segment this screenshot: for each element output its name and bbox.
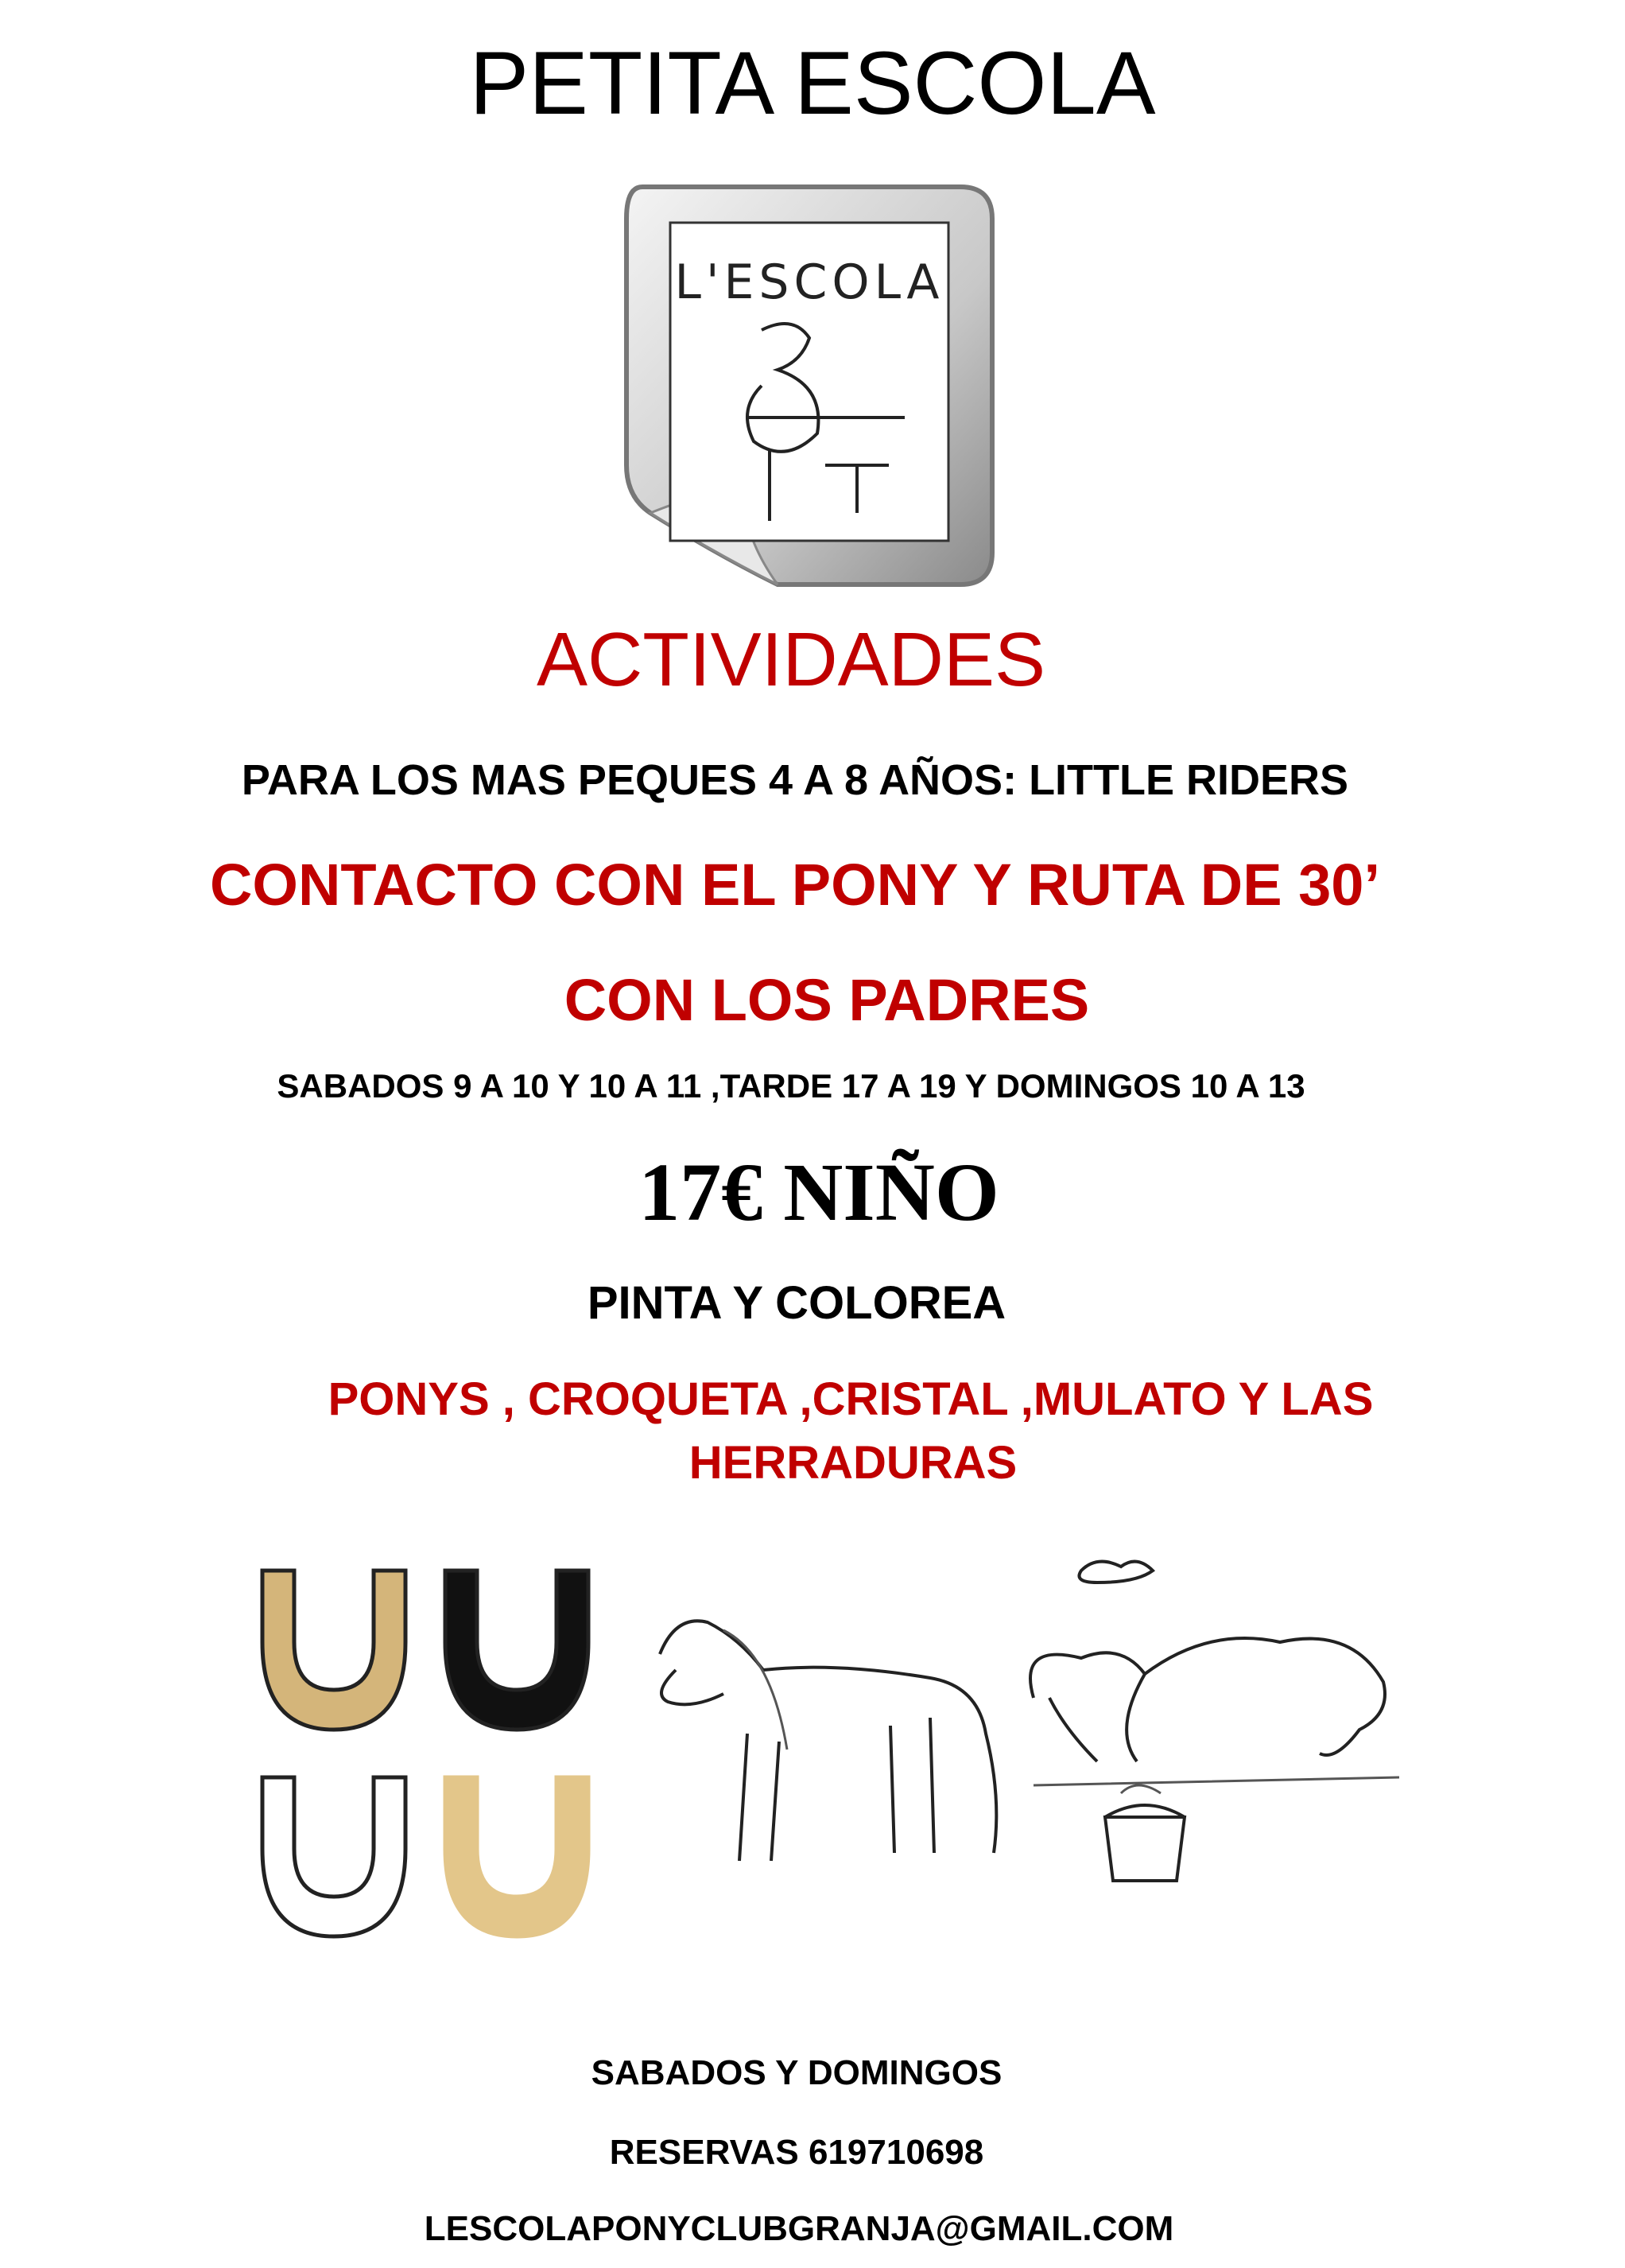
coloring-title: PINTA Y COLOREA: [587, 1277, 1006, 1329]
pony-contact-line: CONTACTO CON EL PONY Y RUTA DE 30’: [209, 852, 1381, 918]
horseshoes-illustration: [239, 1555, 604, 1968]
footer-email: LESCOLAPONYCLUBGRANJA@GMAIL.COM: [424, 2209, 1174, 2248]
age-subtitle: PARA LOS MAS PEQUES 4 A 8 AÑOS: LITTLE RIDERS: [241, 756, 1349, 804]
horseshoe-icon: [445, 1777, 588, 1936]
price-label: 17€ NIÑO: [638, 1147, 999, 1238]
coloring-line-2: HERRADURAS: [688, 1437, 1018, 1489]
schedule-line: SABADOS 9 A 10 Y 10 A 11 ,TARDE 17 A 19 Y DOMINGOS 10 A 13: [277, 1067, 1305, 1105]
logo-lettering: L'ESCOLA: [674, 254, 944, 310]
horseshoe-icon: [262, 1571, 405, 1730]
horseshoe-icon: [445, 1571, 588, 1730]
horseshoe-icon: [262, 1777, 405, 1936]
page-title: PETITA ESCOLA: [469, 33, 1156, 133]
coloring-line-1: PONYS , CROQUETA ,CRISTAL ,MULATO Y LAS: [328, 1373, 1374, 1425]
with-parents-line: CON LOS PADRES: [564, 967, 1090, 1033]
pony-drawing-icon: [628, 1590, 1018, 1893]
pony-bucket-drawing-icon: [1018, 1555, 1415, 1920]
escola-logo: [619, 179, 1000, 600]
activities-heading: ACTIVIDADES: [536, 617, 1046, 702]
footer-reservations: RESERVAS 619710698: [609, 2133, 984, 2172]
footer-days: SABADOS Y DOMINGOS: [591, 2053, 1003, 2092]
